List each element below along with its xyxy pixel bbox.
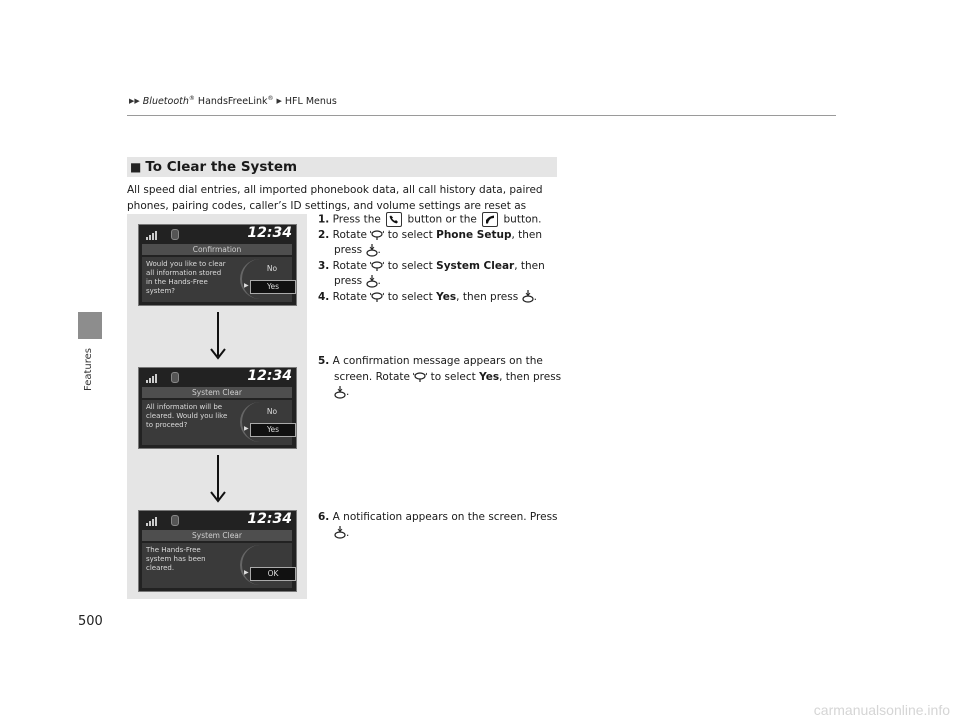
press-dial-icon	[522, 290, 534, 303]
interface-dial-icon	[413, 371, 427, 383]
step-6: 6. A notification appears on the screen. Press .	[318, 511, 558, 539]
option-yes[interactable]: Yes	[250, 423, 296, 437]
screen-clock: 12:34	[247, 511, 292, 527]
signal-strength-icon	[145, 230, 161, 240]
phone-button-icon	[386, 212, 402, 227]
breadcrumb-arrow-icon: ▶	[276, 97, 282, 106]
bluetooth-icon	[171, 372, 179, 383]
bluetooth-icon	[171, 229, 179, 240]
screen-title: System Clear	[142, 530, 292, 541]
screen-title: Confirmation	[142, 244, 292, 255]
screen-clock: 12:34	[247, 225, 292, 241]
signal-strength-icon	[145, 516, 161, 526]
step-1: 1. Press the button or the button.	[318, 213, 542, 226]
flow-arrow-icon	[208, 455, 228, 505]
interface-dial-icon	[370, 291, 384, 303]
interface-dial-icon	[370, 260, 384, 272]
signal-strength-icon	[145, 373, 161, 383]
pointer-icon: ▶	[244, 569, 249, 576]
pointer-icon: ▶	[244, 425, 249, 432]
chapter-label: Features	[83, 348, 94, 391]
pick-up-button-icon	[482, 212, 498, 227]
flow-arrow-icon	[208, 312, 228, 362]
step-4: 4. Rotate to select Yes, then press .	[318, 290, 537, 303]
press-dial-icon	[366, 275, 378, 288]
screen-message: The Hands-Free system has been cleared.	[146, 546, 206, 572]
section-heading	[127, 157, 557, 177]
option-ok[interactable]: OK	[250, 567, 296, 581]
step-5: 5. A confirmation message appears on the screen. Rotate to select Yes, then press .	[318, 355, 562, 398]
screen-clock: 12:34	[247, 368, 292, 384]
breadcrumb-bluetooth[interactable]: Bluetooth® HandsFreeLink®	[142, 95, 274, 108]
screen-message: All information will be cleared. Would you like to proceed?	[146, 403, 228, 429]
intro-paragraph: All speed dial entries, all imported phonebook data, all call history data, paired phones, pairing codes, caller’s ID settings, and volume settings are reset as	[127, 184, 543, 212]
screen-system-clear	[138, 367, 297, 449]
screen-title: System Clear	[142, 387, 292, 398]
interface-dial-icon	[370, 229, 384, 241]
pointer-icon: ▶	[244, 282, 249, 289]
section-title: To Clear the System	[145, 159, 298, 175]
screen-confirmation	[138, 224, 297, 306]
breadcrumb	[129, 95, 337, 107]
page-number: 500	[78, 614, 103, 629]
press-dial-icon	[366, 244, 378, 257]
option-no[interactable]: No	[266, 407, 278, 416]
step-2: 2. Rotate to select Phone Setup, then press .	[318, 228, 543, 256]
bluetooth-icon	[171, 515, 179, 526]
chapter-tab	[78, 312, 102, 339]
option-no[interactable]: No	[266, 264, 278, 273]
section-marker: ■	[130, 160, 142, 174]
press-dial-icon	[334, 386, 346, 399]
option-yes[interactable]: Yes	[250, 280, 296, 294]
press-dial-icon	[334, 526, 346, 539]
step-3: 3. Rotate to select System Clear, then press .	[318, 259, 545, 287]
watermark: carmanualsonline.info	[813, 702, 950, 718]
breadcrumb-arrow-icon: ▶▶	[129, 97, 140, 106]
screen-message: Would you like to clear all information stored in the Hands-Free system?	[146, 260, 226, 295]
header-divider	[127, 115, 836, 116]
screen-cleared	[138, 510, 297, 592]
breadcrumb-hfl-menus[interactable]: HFL Menus	[284, 95, 337, 107]
